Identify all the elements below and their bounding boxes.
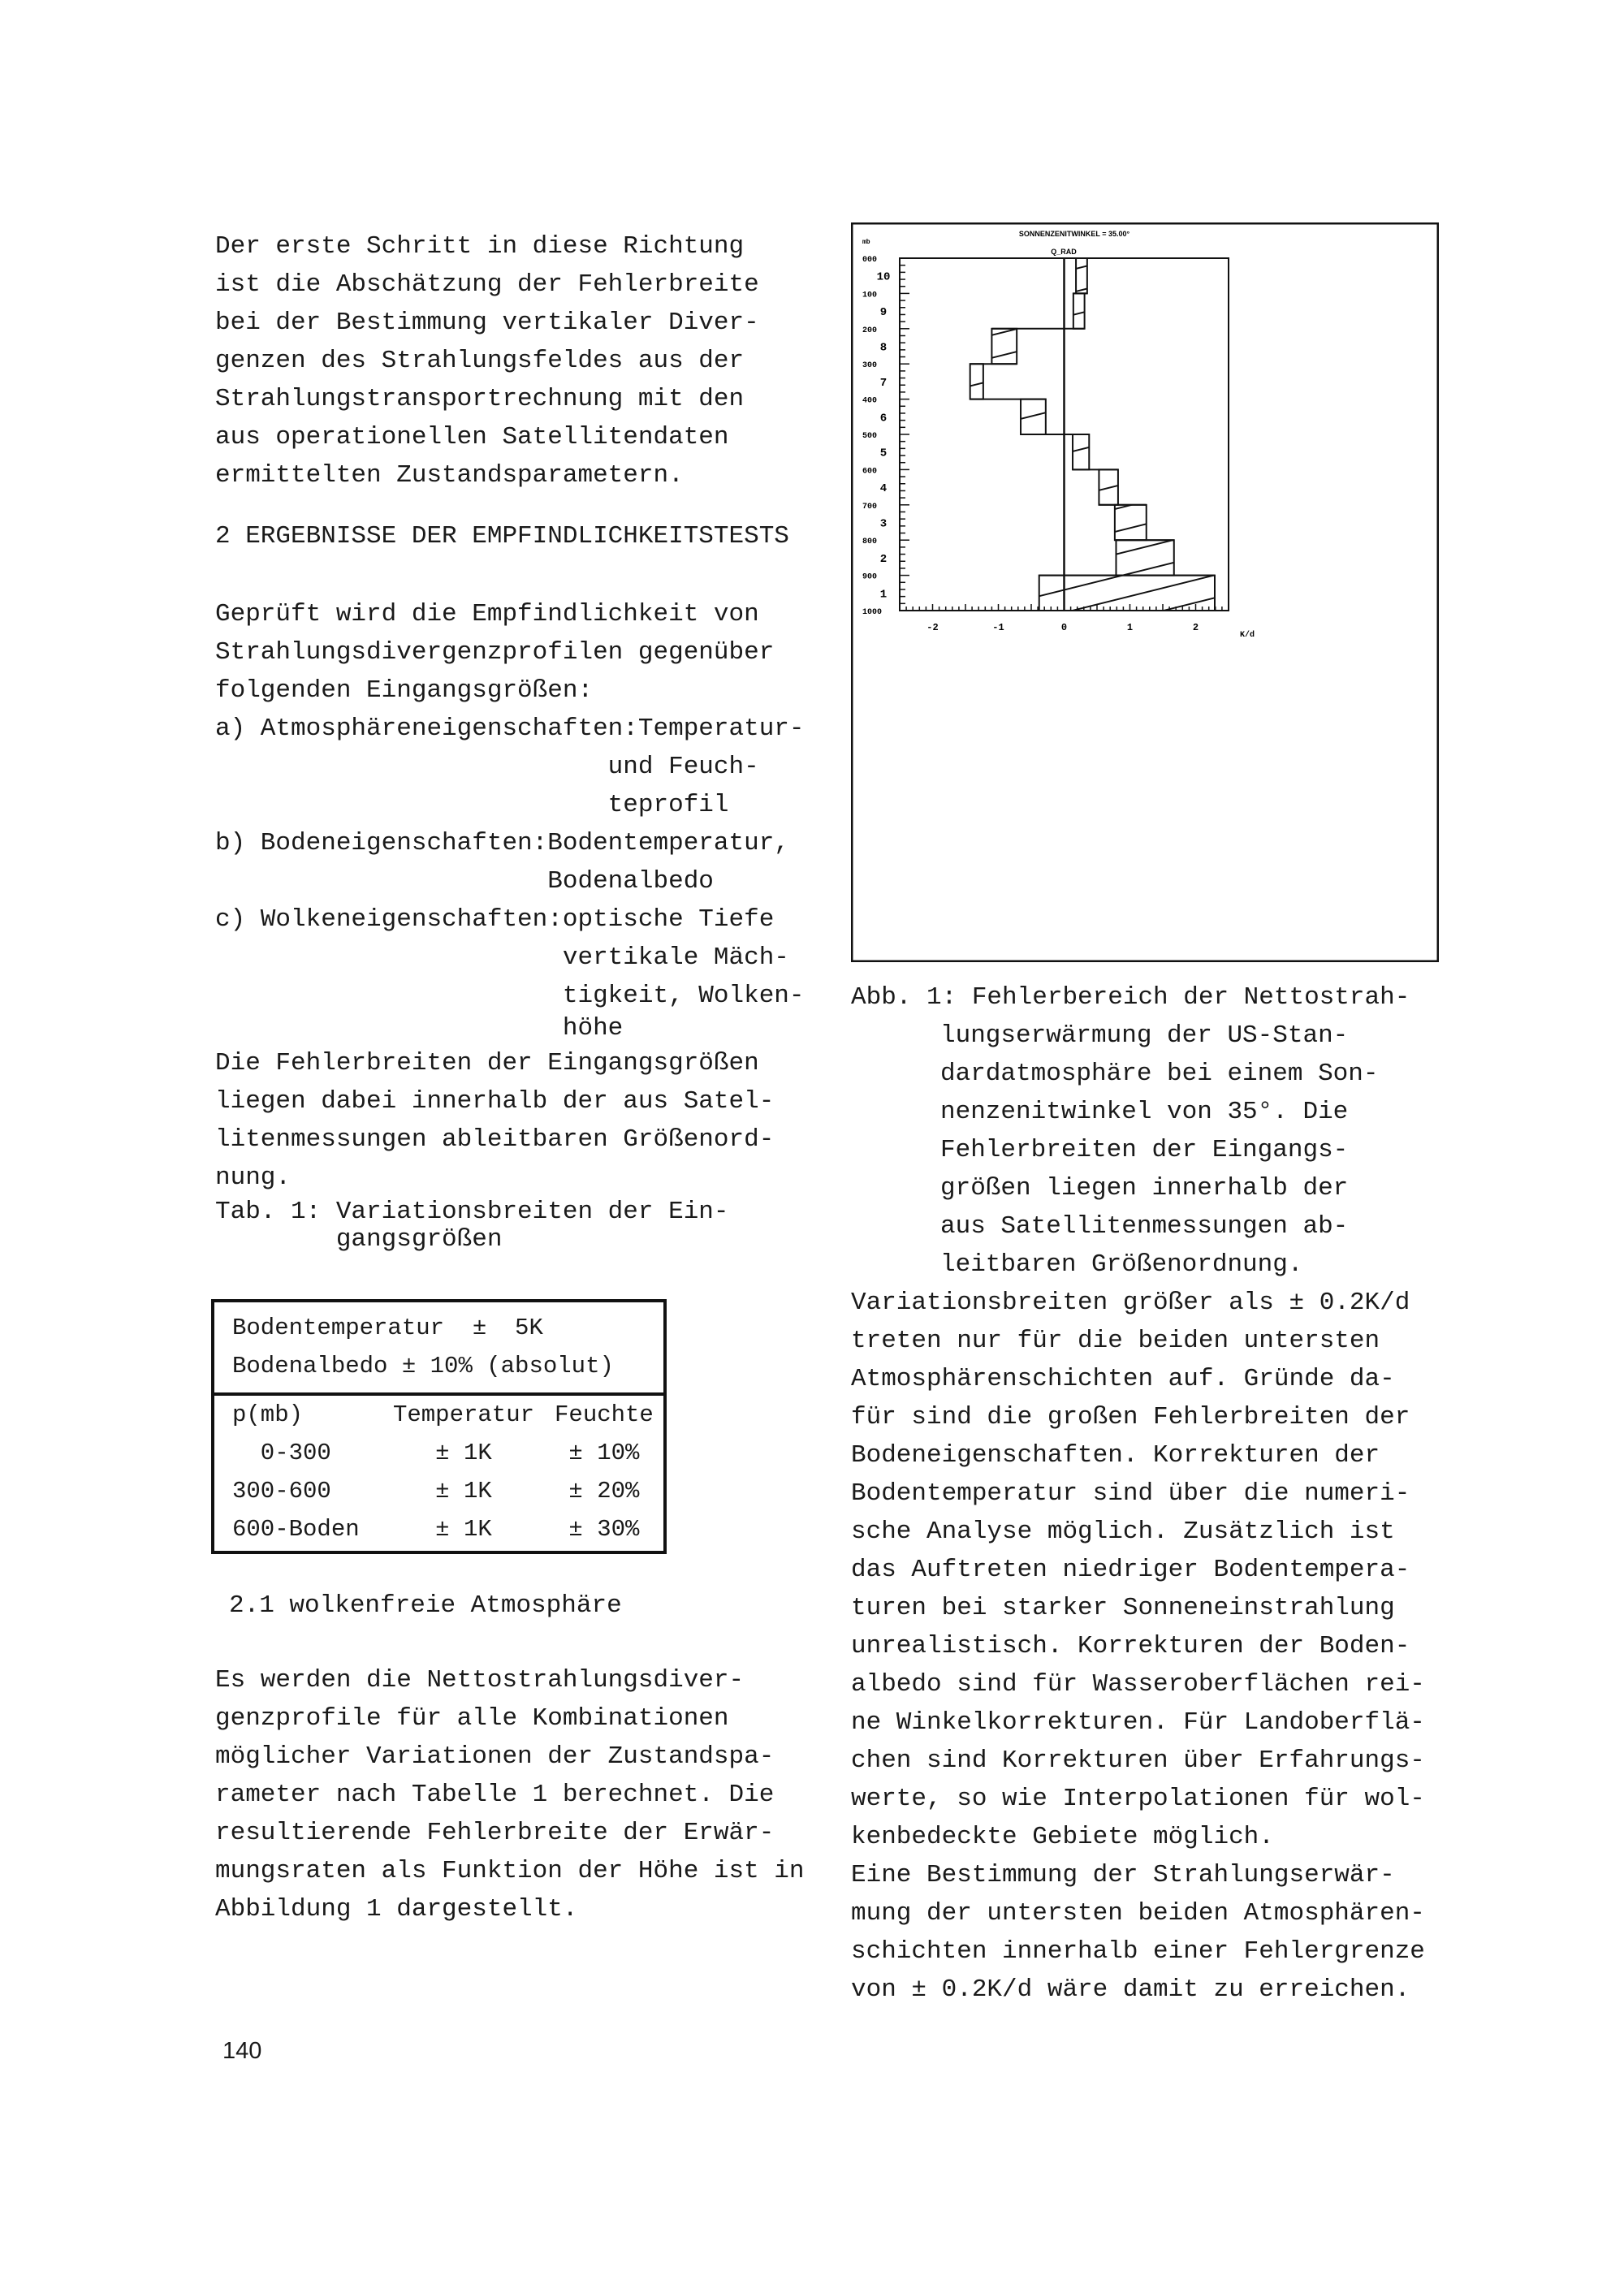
y-tick-label: 200 [862,326,878,335]
table-cell: ± 20% [568,1478,640,1505]
text-line: kenbedeckte Gebiete möglich. [851,1823,1274,1851]
table-top-row: Bodenalbedo ± 10% (absolut) [232,1353,614,1379]
layer-label: 6 [879,412,888,425]
y-tick-label: 900 [862,572,878,582]
text-line: sche Analyse möglich. Zusätzlich ist [851,1518,1395,1546]
layer-label: 8 [879,341,888,355]
y-tick-label: 100 [862,291,878,300]
text-line: folgenden Eingangsgrößen: [215,676,594,705]
text-line: größen liegen innerhalb der [940,1174,1349,1202]
text-line: teprofil [215,791,729,819]
layer-label: 2 [879,552,888,566]
text-line: Atmosphärenschichten auf. Gründe da- [851,1365,1395,1393]
variation-table [211,1299,667,1554]
error-bar-layer-1 [1039,576,1215,611]
table-cell: ± 10% [568,1440,640,1466]
text-line: bei der Bestimmung vertikaler Diver- [215,309,759,337]
text-line: albedo sind für Wasseroberflächen rei- [851,1670,1425,1699]
text-line: aus operationellen Satellitendaten [215,423,729,451]
header-temperature: Temperatur [392,1401,534,1428]
error-bar-layer-4 [1099,469,1117,504]
layer-label: 7 [879,376,888,390]
text-line: chen sind Korrekturen über Erfahrungs- [851,1746,1425,1775]
text-line: unrealistisch. Korrekturen der Boden- [851,1632,1410,1660]
text-line: aus Satellitenmessungen ab- [940,1212,1349,1241]
error-bar-layer-6 [1021,399,1046,434]
error-bar-layer-3 [1115,505,1147,540]
text-line: b) Bodeneigenschaften:Bodentemperatur, [215,829,789,857]
text-line: tigkeit, Wolken- [215,982,805,1010]
text-line: mungsraten als Funktion der Höhe ist in [215,1857,805,1885]
text-line: Geprüft wird die Empfindlichkeit von [215,600,759,628]
text-line: a) Atmosphäreneigenschaften:Temperatur- [215,715,805,743]
text-line: genzen des Strahlungsfeldes aus der [215,347,745,375]
table-top-row: Bodentemperatur ± 5K [232,1315,543,1341]
y-tick-label: 600 [862,467,878,477]
text-line: Die Fehlerbreiten der Eingangsgrößen [215,1049,759,1077]
figure-chart [851,222,1439,962]
text-line: Der erste Schritt in diese Richtung [215,232,745,261]
results-paragraph [851,1284,1425,2009]
text-line: gangsgrößen [215,1225,503,1254]
text-line: litenmessungen ableitbaren Größenord- [215,1125,775,1154]
chart-subtitle: Q_RAD [1051,248,1077,256]
layer-label: 5 [879,447,888,460]
page-number: 140 [222,2038,262,2064]
table-row [214,1434,663,1472]
text-line: Strahlungsdivergenzprofilen gegenüber [215,638,775,667]
text-line: treten nur für die beiden untersten [851,1327,1380,1355]
text-line: nenzenitwinkel von 35°. Die [940,1098,1349,1126]
section-heading: 2 ERGEBNISSE DER EMPFINDLICHKEITSTESTS [215,522,789,550]
figure-caption-rest [940,1017,1379,1284]
layer-label: 1 [879,588,888,602]
x-tick-label: -2 [926,622,939,633]
x-tick-label: 0 [1060,622,1068,633]
text-line: das Auftreten niedriger Bodentempera- [851,1556,1410,1584]
y-tick-label: 400 [862,396,878,406]
table-cell: ± 1K [435,1440,492,1466]
text-line: lungserwärmung der US-Stan- [940,1021,1349,1050]
layer-label: 9 [879,306,888,320]
table-row [214,1510,663,1548]
text-line: rameter nach Tabelle 1 berechnet. Die [215,1781,775,1809]
text-line: vertikale Mäch- [215,943,789,972]
table-cell: ± 30% [568,1516,640,1543]
y-tick-label: 500 [862,432,878,441]
text-line: Bodeneigenschaften. Korrekturen der [851,1441,1380,1470]
x-tick-label: 2 [1192,622,1199,633]
layer-label: 10 [876,270,891,284]
error-bar-layer-7 [970,364,983,399]
inputs-paragraph-end: höhe [215,1014,624,1043]
y-tick-label: 300 [862,361,878,371]
method-paragraph [215,1661,805,1928]
y-tick-label: 800 [862,538,878,547]
text-line: dardatmosphäre bei einem Son- [940,1060,1379,1088]
y-tick-label: 700 [862,502,878,512]
table-cell: ± 1K [435,1516,492,1543]
error-bar-layer-8 [991,329,1017,364]
error-range-paragraph [215,1044,774,1197]
text-line: ist die Abschätzung der Fehlerbreite [215,270,759,299]
y-axis-label: mb [862,239,870,246]
text-line: c) Wolkeneigenschaften:optische Tiefe [215,905,775,934]
text-line: Abbildung 1 dargestellt. [215,1895,578,1923]
subsection-heading: 2.1 wolkenfreie Atmosphäre [229,1591,622,1620]
layer-label: 4 [879,482,888,496]
text-line: ne Winkelkorrekturen. Für Landoberflä- [851,1708,1425,1737]
layer-label: 3 [879,517,888,531]
table-cell: 0-300 [232,1440,331,1466]
table-row [214,1472,663,1510]
text-line: turen bei starker Sonneneinstrahlung [851,1594,1395,1622]
text-line: Tab. 1: Variationsbreiten der Ein- [215,1198,729,1226]
text-line: ermittelten Zustandsparametern. [215,461,684,490]
text-line: genzprofile für alle Kombinationen [215,1704,729,1733]
figure-caption: Abb. 1: Fehlerbereich der Nettostrah- [851,983,1410,1012]
text-line: schichten innerhalb einer Fehlergrenze [851,1937,1425,1966]
inputs-paragraph [215,595,805,1015]
intro-paragraph [215,227,759,494]
header-pressure: p(mb) [232,1401,304,1428]
text-line: mung der untersten beiden Atmosphären- [851,1899,1425,1928]
text-line: Strahlungstransportrechnung mit den [215,385,745,413]
table-caption [215,1198,729,1254]
error-bar-layer-2 [1116,540,1173,575]
header-humidity: Feuchte [555,1401,654,1428]
table-cell: 300-600 [232,1478,331,1505]
error-bar-layer-10 [1076,258,1087,293]
text-line: und Feuch- [215,753,759,781]
text-line: Eine Bestimmung der Strahlungserwär- [851,1861,1395,1889]
text-line: Bodentemperatur sind über die numeri- [851,1479,1410,1508]
text-line: von ± 0.2K/d wäre damit zu erreichen. [851,1975,1410,2004]
text-line: Es werden die Nettostrahlungsdiver- [215,1666,745,1695]
x-axis-label: K/d [1239,631,1255,640]
x-tick-label: 1 [1126,622,1134,633]
text-line: resultierende Fehlerbreite der Erwär- [215,1819,775,1847]
text-line: möglicher Variationen der Zustandspa- [215,1742,775,1771]
y-tick-label: 1000 [862,608,883,617]
text-line: Bodenalbedo [215,867,714,896]
table-cell: 600-Boden [232,1516,360,1543]
error-bar-layer-5 [1073,434,1089,469]
text-line: nung. [215,1164,292,1192]
table-header-row [214,1396,663,1434]
chart-title: SONNENZENITWINKEL = 35.00° [1018,230,1130,238]
text-line: liegen dabei innerhalb der aus Satel- [215,1087,775,1116]
x-tick-label: -1 [992,622,1004,633]
text-line: leitbaren Größenordnung. [940,1250,1303,1279]
text-line: Fehlerbreiten der Eingangs- [940,1136,1349,1164]
table-cell: ± 1K [435,1478,492,1505]
text-line: Variationsbreiten größer als ± 0.2K/d [851,1289,1410,1317]
text-line: werte, so wie Interpolationen für wol- [851,1785,1425,1813]
y-tick-label: 000 [862,256,878,265]
error-bar-layer-9 [1073,293,1085,328]
text-line: für sind die großen Fehlerbreiten der [851,1403,1410,1431]
